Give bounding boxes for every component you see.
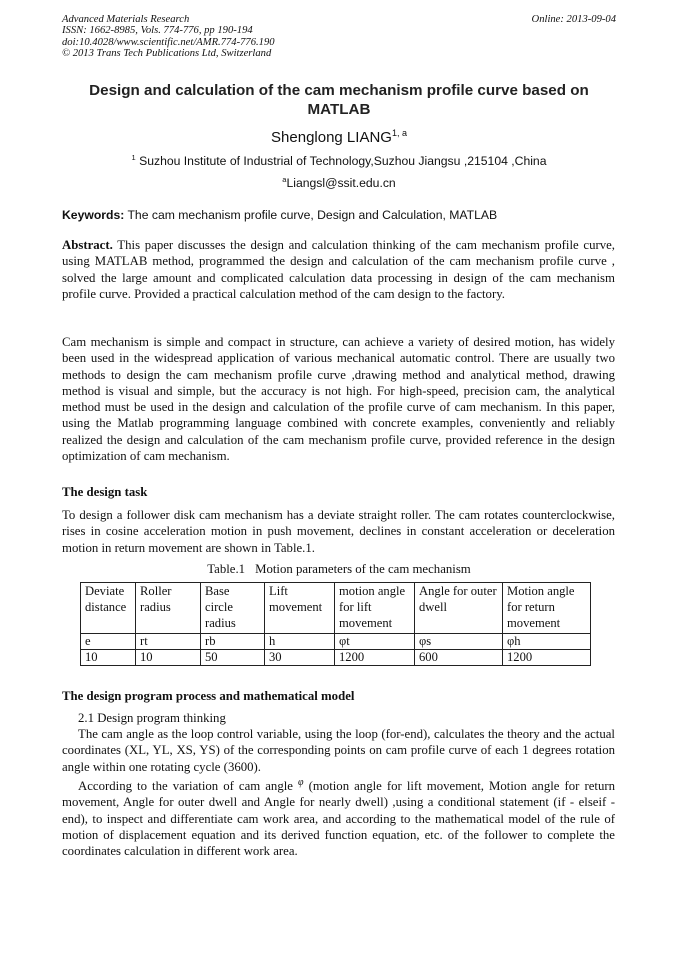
table-cell: 600 (415, 650, 503, 666)
issn-line: ISSN: 1662-8985, Vols. 774-776, pp 190-194 (62, 25, 253, 37)
journal-name: Advanced Materials Research (62, 14, 190, 25)
subsection-title: 2.1 Design program thinking (78, 711, 226, 725)
phi-symbol: φ (298, 777, 304, 788)
table-cell: φh (503, 634, 591, 650)
keywords-text: The cam mechanism profile curve, Design and Calculation, MATLAB (127, 208, 498, 222)
table-cell: φs (415, 634, 503, 650)
section-heading-design-task: The design task (62, 485, 148, 499)
author (62, 124, 616, 147)
abstract-label: Abstract. (62, 238, 113, 252)
table-cell: 50 (201, 650, 265, 666)
table-cell: 30 (265, 650, 335, 666)
table-header-cell: Angle for outer dwell (415, 583, 503, 634)
author-superscript: 1, a (391, 128, 407, 138)
cam-angle-text-start: According to the variation of cam angle (78, 779, 298, 793)
journal-header (62, 14, 616, 60)
affiliation-text: Suzhou Institute of Industrial of Technology,Suzhou Jiangsu ,215104 ,China (139, 154, 547, 168)
table-cell: 10 (136, 650, 201, 666)
table-header-cell: motion angle for lift movement (335, 583, 415, 634)
email-superscript: a (282, 175, 287, 184)
keywords (62, 208, 616, 223)
section-heading-program-process: The design program process and mathematical model (62, 689, 355, 703)
table-value-row (81, 650, 591, 666)
table-cell: h (265, 634, 335, 650)
table-header-cell: Lift movement (265, 583, 335, 634)
table-cell: 10 (81, 650, 136, 666)
abstract-text: This paper discusses the design and calculation thinking of the cam mechanism profile curve, using MATLAB method, programmed the design and calculation of the cam mechanism profile curve , solved the large amount and complicated calculation data processing in design of the cam mechanism profile curve. Provided a practical calculation method of the cam design to the factory. (62, 238, 616, 301)
table-caption (62, 561, 616, 577)
author-email (62, 172, 616, 191)
table-caption-text: Motion parameters of the cam mechanism (255, 562, 471, 576)
table-cell: 1200 (503, 650, 591, 666)
table-header-cell: Roller radius (136, 583, 201, 634)
online-date: Online: 2013-09-04 (531, 14, 616, 25)
introduction-paragraph: Cam mechanism is simple and compact in structure, can achieve a variety of desired motion, has widely been used in the widespread application of various mechanical automatic control. There are usually two methods to design the cam mechanism profile curve ,drawing method and analytical method, drawing method is visual and simple, but the accuracy is not high. For high-speed, precision cam, the analytical method must be used in the design and calculation of the profile curve of cam mechanism. In this paper, using the Matlab programming language combined with concrete examples, conveniently and reliably realized the design and calculation of the cam mechanism profile curve, provided reference in the design optimization of cam mechanism. (62, 335, 615, 464)
design-task-paragraph: To design a follower disk cam mechanism has a deviate straight roller. The cam rotates counterclockwise, rises in cosine acceleration motion in push movement, declines in constant acceleration or deceleration motion in return movement are shown in Table.1. (62, 508, 615, 555)
table-cell: e (81, 634, 136, 650)
table-cell: φt (335, 634, 415, 650)
title-line-1: Design and calculation of the cam mechanism profile curve based on (89, 82, 589, 99)
doi-line: doi:10.4028/www.scientific.net/AMR.774-776.190 (62, 36, 275, 48)
affiliation (62, 150, 616, 169)
affiliation-superscript: 1 (131, 153, 136, 162)
table-cell: rt (136, 634, 201, 650)
cam-angle-paragraph (62, 775, 615, 859)
subsection-heading (62, 710, 615, 726)
copyright-line: © 2013 Trans Tech Publications Ltd, Switzerland (62, 48, 272, 60)
table-header-cell: Base circle radius (201, 583, 265, 634)
table-header-cell: Deviate distance (81, 583, 136, 634)
table-header-row (81, 583, 591, 634)
table-symbol-row (81, 634, 591, 650)
table-header-cell: Motion angle for return movement (503, 583, 591, 634)
table-caption-label: Table.1 (207, 562, 246, 576)
author-name: Shenglong LIANG (271, 129, 392, 146)
program-thinking-paragraph: The cam angle as the loop control variable, using the loop (for-end), calculates the theory and the actual coordinates (XL, YL, XS, YS) of the corresponding points on cam profile curve of each 1 degrees rotation angle within one rotating cycle (3600). (62, 727, 615, 774)
title-line-2: MATLAB (307, 101, 371, 118)
keywords-label: Keywords: (62, 208, 125, 222)
abstract (62, 237, 615, 302)
email-text: Liangsl@ssit.edu.cn (286, 176, 396, 190)
table-cell: rb (201, 634, 265, 650)
motion-parameters-table (80, 582, 591, 666)
cam-angle-text-end: (motion angle for lift movement, Motion angle for return movement, Angle for outer dwell and Angle for nearly dwell) ,using a conditional statement (if - elseif - end), to inspect and differentiate cam work area, and according to the mathematical model of the rule of motion of displacement equation and its derived function equation, etc. of the follower to complete the coordinates calculation in different work area. (62, 779, 616, 859)
paper-title (62, 81, 616, 119)
table-cell: 1200 (335, 650, 415, 666)
